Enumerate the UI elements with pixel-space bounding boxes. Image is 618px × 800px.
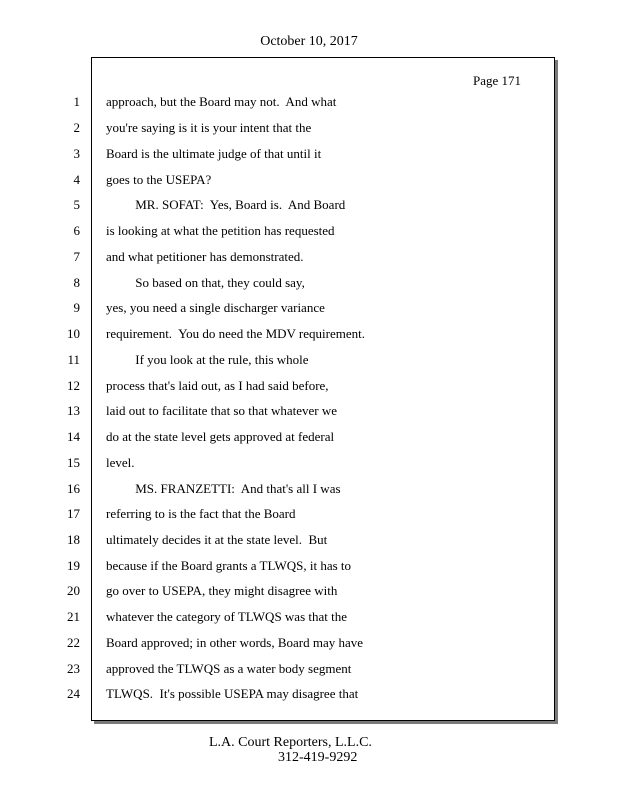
line-text: ultimately decides it at the state level. But <box>106 532 328 547</box>
line-text: whatever the category of TLWQS was that the <box>106 609 348 624</box>
line-number: 11 <box>67 352 80 367</box>
page-shadow-bottom <box>94 721 558 724</box>
line-text: do at the state level gets approved at federal <box>106 429 335 444</box>
line-number: 4 <box>73 172 80 187</box>
line-number: 3 <box>73 146 80 161</box>
line-text: MS. FRANZETTI: And that's all I was <box>106 481 341 496</box>
line-number: 21 <box>67 609 80 624</box>
line-text: you're saying is it is your intent that the <box>106 120 312 135</box>
line-text: goes to the USEPA? <box>106 172 212 187</box>
line-number: 9 <box>73 300 80 315</box>
header-date: October 10, 2017 <box>260 34 358 49</box>
line-number: 20 <box>67 583 80 598</box>
line-number: 8 <box>73 275 80 290</box>
line-text: process that's laid out, as I had said before, <box>106 378 329 393</box>
line-text: go over to USEPA, they might disagree with <box>106 583 338 598</box>
line-text: TLWQS. It's possible USEPA may disagree that <box>106 686 359 701</box>
line-text: If you look at the rule, this whole <box>106 352 309 367</box>
line-number: 5 <box>73 197 80 212</box>
footer-company: L.A. Court Reporters, L.L.C. <box>209 735 372 750</box>
line-text: approved the TLWQS as a water body segment <box>106 661 352 676</box>
line-text: MR. SOFAT: Yes, Board is. And Board <box>106 197 346 212</box>
line-text: requirement. You do need the MDV requirement. <box>106 326 365 341</box>
line-number: 13 <box>67 403 80 418</box>
line-number: 23 <box>67 661 80 676</box>
line-number: 18 <box>67 532 80 547</box>
line-number: 10 <box>67 326 80 341</box>
line-text: level. <box>106 455 135 470</box>
line-number: 22 <box>67 635 80 650</box>
line-text: referring to is the fact that the Board <box>106 506 296 521</box>
line-number: 15 <box>67 455 80 470</box>
page-number: Page 171 <box>473 73 522 88</box>
line-number: 2 <box>73 120 80 135</box>
line-number: 1 <box>73 94 80 109</box>
line-number: 24 <box>67 686 80 701</box>
page-shadow-right <box>555 60 558 724</box>
line-text: laid out to facilitate that so that whatever we <box>106 403 338 418</box>
line-text: approach, but the Board may not. And what <box>106 94 337 109</box>
line-number: 12 <box>67 378 80 393</box>
line-text: So based on that, they could say, <box>106 275 305 290</box>
line-text: because if the Board grants a TLWQS, it has to <box>106 558 352 573</box>
line-text: yes, you need a single discharger variance <box>106 300 325 315</box>
line-text: Board is the ultimate judge of that until it <box>106 146 322 161</box>
line-number: 14 <box>67 429 80 444</box>
line-text: and what petitioner has demonstrated. <box>106 249 304 264</box>
line-number: 16 <box>67 481 80 496</box>
line-text: Board approved; in other words, Board may have <box>106 635 364 650</box>
line-number: 19 <box>67 558 80 573</box>
line-number: 7 <box>73 249 80 264</box>
footer-phone: 312-419-9292 <box>278 750 358 765</box>
line-number: 6 <box>73 223 80 238</box>
line-text: is looking at what the petition has requested <box>106 223 335 238</box>
line-number: 17 <box>67 506 80 521</box>
